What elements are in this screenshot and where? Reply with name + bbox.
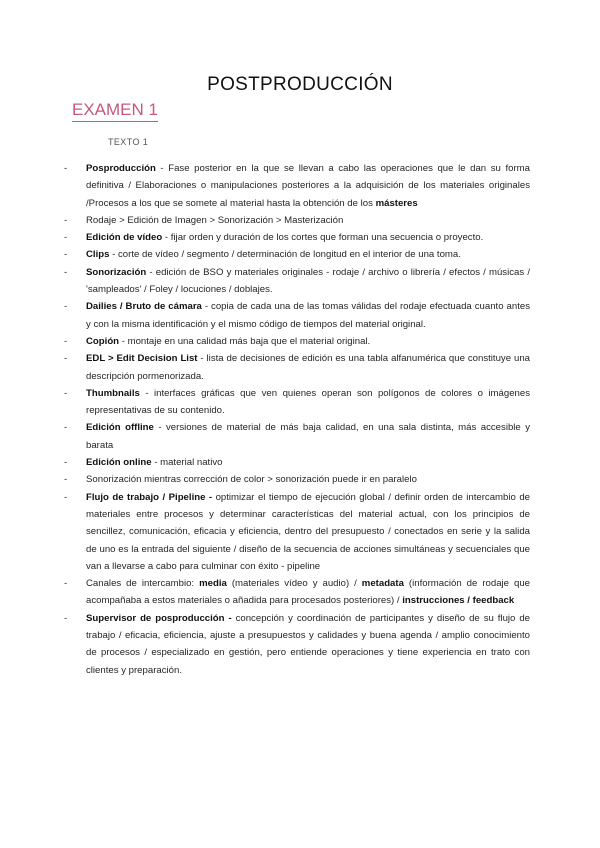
bullet-dash: - — [64, 457, 68, 469]
term: Edición offline — [86, 422, 154, 434]
term: Sonorización — [86, 266, 147, 278]
page-title: POSTPRODUCCIÓN — [207, 74, 393, 95]
definition: - versiones de material de más baja calidad, en una sala distinta, más accesible y barata — [86, 422, 530, 451]
definition: - lista de decisiones de edición es una tabla alfanumérica que constituye una descripción pormenorizada. — [86, 353, 530, 382]
definition: - material nativo — [151, 457, 223, 469]
term: media — [199, 578, 227, 590]
list-item — [64, 212, 530, 229]
term: másteres — [375, 197, 418, 209]
term: Thumbnails — [86, 387, 140, 399]
text-subheading: TEXTO 1 — [108, 137, 149, 147]
definition: (información de rodaje que acompañaba a estos materiales o añadida para procesados posteriores) / — [86, 578, 530, 607]
list-item — [64, 610, 530, 679]
definition: concepción y coordinación de participantes y diseño de su flujo de trabajo / eficacia, eficiencia, ajuste a presupuestos y calidades y buena agenda / amplio conocimiento de procesos / especializado en gestión, pero entiende operaciones y tiene experiencia en trato con clientes y preparación. — [86, 612, 530, 676]
term: Clips — [86, 249, 110, 261]
term: Flujo de trabajo / Pipeline - — [86, 491, 213, 503]
list-item — [64, 246, 530, 263]
term: Edición de vídeo — [86, 232, 163, 244]
definition: - corte de vídeo / segmento / determinación de longitud en el interior de una toma. — [109, 249, 461, 261]
definition: - Fase posterior en la que se llevan a cabo las operaciones que le dan su forma definitiva / Elaboraciones o manipulaciones posteriores a la adquisición de los materiales originales /Procesos a los que se somete al material hasta la obtención de los — [86, 163, 530, 209]
bullet-dash: - — [64, 335, 68, 347]
list-item — [64, 298, 530, 333]
list-item — [64, 575, 530, 610]
list-item — [64, 489, 530, 575]
definition: - montaje en una calidad más baja que el material original. — [119, 335, 371, 347]
definition: - edición de BSO y materiales originales - rodaje / archivo o librería / efectos / músicas / 'sampleados' / Foley / locuciones / doblajes. — [86, 266, 530, 296]
definition: optimizar el tiempo de ejecución global / definir orden de intercambio de materiales entre procesos y determinar características del material actual, con los principios de sencillez, comunicación, eficacia y eficiencia, dentro del presupuesto / conectados en serie y la salida de uno es la entrada del siguiente / diseño de la secuencia de acciones simultáneas y secuenciales que van a llevarse a cabo para culminar con éxito - pipeline — [86, 491, 530, 572]
list-item — [64, 419, 530, 454]
bullet-dash: - — [64, 491, 68, 503]
term: Copión — [86, 335, 120, 347]
bullet-dash: - — [64, 422, 68, 434]
definition: Canales de intercambio: — [86, 578, 200, 590]
exam-heading: EXAMEN 1 — [72, 100, 158, 122]
term: instrucciones / feedback — [402, 595, 515, 607]
list-item — [64, 160, 530, 212]
term: metadata — [361, 578, 404, 590]
definition: - interfaces gráficas que ven quienes operan son polígonos de colores o imágenes representativas de su contenido. — [86, 387, 530, 417]
bullet-dash: - — [64, 301, 68, 313]
bullet-dash: - — [64, 578, 68, 590]
term: Dailies / Bruto de cámara — [86, 301, 202, 313]
list-item — [64, 350, 530, 385]
definition: (materiales vídeo y audio) / — [226, 578, 362, 590]
bullet-dash: - — [64, 266, 68, 278]
definition: - fijar orden y duración de los cortes que forman una secuencia o proyecto. — [162, 232, 484, 244]
term: Posproducción — [86, 163, 156, 174]
definition: Sonorización mientras corrección de color > sonorización puede ir en paralelo — [86, 474, 417, 486]
bullet-dash: - — [64, 474, 68, 486]
bullet-dash: - — [64, 249, 68, 261]
bullet-dash: - — [64, 214, 68, 226]
definition: - copia de cada una de las tomas válidas del rodaje efectuada cuanto antes y con la misma identificación y el mismo código de tiempos del material original. — [86, 301, 530, 330]
term: Edición online — [86, 457, 152, 469]
list-item — [64, 385, 530, 420]
bullet-dash: - — [64, 387, 68, 399]
list-item — [64, 454, 530, 471]
term: EDL > Edit Decision List — [86, 353, 198, 365]
bullet-dash: - — [64, 163, 68, 174]
list-item — [64, 333, 530, 350]
definition: Rodaje > Edición de Imagen > Sonorización > Masterización — [86, 214, 344, 226]
bullet-dash: - — [64, 612, 68, 624]
list-item — [64, 471, 530, 488]
notes-list — [64, 160, 530, 679]
bullet-dash: - — [64, 353, 68, 365]
term: Supervisor de posproducción - — [86, 612, 232, 624]
list-item — [64, 264, 530, 299]
list-item — [64, 229, 530, 246]
bullet-dash: - — [64, 232, 68, 244]
